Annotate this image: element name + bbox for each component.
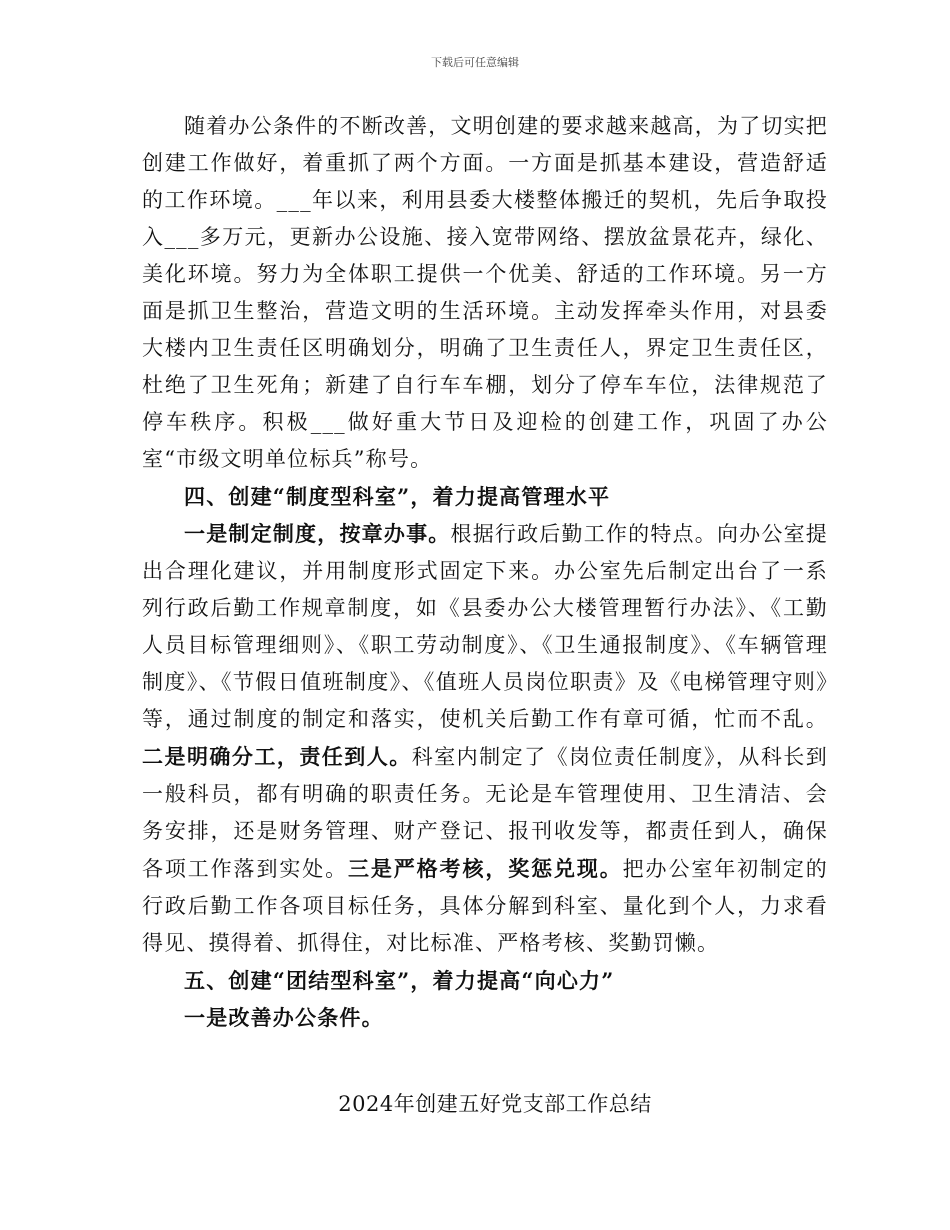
text-run-1: 根据行政后勤工作的特点。向办公室提出合理化建议，并用制度形式固定下来。办公室先后制定出台了一系列行政后勤工作规章制度，如《县委办公大楼管理暂行办法》、《工勤人员目标管理细则》、《职工劳动制度》、《卫生通报制度》、《车辆管理制度》、《节假日值班制度》、《值班人员岗位职责》及《电梯管理守则》等，通过制度的制定和落实，使机关后勤工作有章可循，忙而不乱。 — [142, 522, 828, 731]
document-body — [142, 108, 828, 1036]
section-heading-4: 四、创建“制度型科室”，着力提高管理水平 — [184, 484, 611, 509]
paragraph-system — [142, 515, 828, 962]
text-run-2: 科室内制定了《岗位责任制度》，从科长到一般科员，都有明确的职责任务。无论是车管理使用、卫生清洁、会务安排，还是财务管理、财产登记、报刊收发等，都责任到人，确保各项工作落到实处。 — [142, 745, 828, 881]
paragraph-office-conditions: 一是改善办公条件。 — [184, 1005, 384, 1030]
text-run-3: 把办公室年初制定的行政后勤工作各项目标任务，具体分解到科室、量化到个人，力求看得见、摸得着、抓得住，对比标准、严格考核、奖勤罚懒。 — [142, 857, 828, 955]
section-heading-5: 五、创建“团结型科室”，着力提高“向心力” — [184, 968, 615, 993]
document-title: 2024年创建五好党支部工作总结 — [338, 1092, 652, 1116]
header-note: 下载后可任意编辑 — [431, 56, 519, 69]
bold-lead-2: 二是明确分工，责任到人。 — [142, 744, 412, 769]
paragraph-environment: 随着办公条件的不断改善，文明创建的要求越来越高，为了切实把创建工作做好，着重抓了两个方面。一方面是抓基本建设，营造舒适的工作环境。___年以来，利用县委大楼整体搬迁的契机，先后争取投入___多万元，更新办公设施、接入宽带网络、摆放盆景花卉，绿化、美化环境。努力为全体职工提供一个优美、舒适的工作环境。另一方面是抓卫生整治，营造文明的生活环境。主动发挥牵头作用，对县委大楼内卫生责任区明确划分，明确了卫生责任人，界定卫生责任区，杜绝了卫生死角；新建了自行车车棚，划分了停车车位，法律规范了停车秩序。积极___做好重大节日及迎检的创建工作，巩固了办公室“市级文明单位标兵”称号。 — [142, 114, 828, 471]
bold-lead-3: 三是严格考核，奖惩兑现。 — [348, 856, 623, 881]
bold-lead-1: 一是制定制度，按章办事。 — [184, 521, 451, 546]
